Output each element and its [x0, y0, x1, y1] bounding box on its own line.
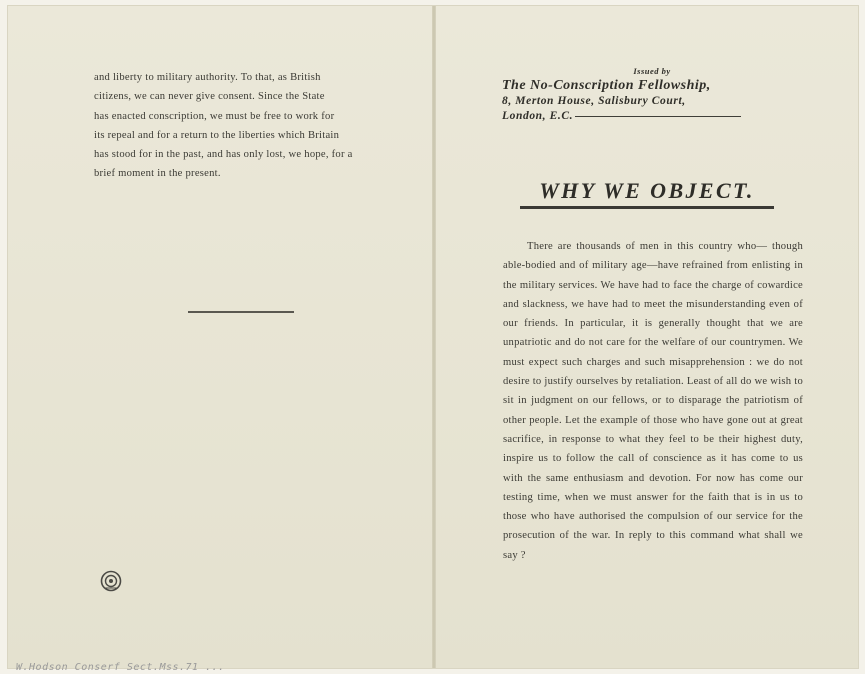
left-line-2: citizens, we can never give consent. Since the State — [94, 91, 325, 103]
title-block — [520, 178, 774, 209]
left-page — [8, 6, 432, 668]
left-line-6: brief moment in the present. — [94, 168, 221, 180]
section-divider — [188, 311, 294, 313]
address-line-2: London, E.C. — [502, 110, 574, 122]
title-underline — [520, 206, 774, 209]
left-page-text — [94, 68, 394, 184]
right-page — [436, 6, 858, 668]
left-line-5: has stood for in the past, and has only lost, we hope, for a — [94, 149, 353, 161]
address-line-1: 8, Merton House, Salisbury Court, — [502, 95, 686, 107]
handwritten-archive-note: W.Hodson Conserf Sect.Mss.71 ... — [16, 662, 225, 673]
left-line-4: its repeal and for a return to the liberties which Britain — [94, 129, 340, 141]
left-line-1: and liberty to military authority. To that, as British — [94, 72, 321, 83]
right-page-text — [503, 237, 803, 565]
organisation-name: The No-Conscription Fellowship, — [502, 78, 711, 93]
address-rule — [575, 116, 741, 117]
library-stamp-icon — [100, 570, 122, 592]
issued-by-label: Issued by — [633, 66, 671, 76]
address-line-2-row — [502, 109, 802, 124]
publisher-block — [502, 66, 802, 124]
left-line-3: has enacted conscription, we must be free to work for — [94, 110, 335, 122]
document-spread — [8, 6, 858, 673]
body-paragraph: There are thousands of men in this country who— though able-bodied and of military age—have refrained from enlisting in the military services. We have had to face the charge of cowardice and slackness, we have had to meet the misunderstanding even of our friends. In particular, it is generally thought that we are unpatriotic and do not care for the welfare of our countrymen. We must expect such charges and such misapprehension : we do not desire to justify ourselves by retaliation. Least of all do we wish to sit in judgment on our fellows, or to disparage the patriotism of other people. Let the example of those who have gone out at great sacrifice, in response to what they feel to be their highest duty, inspire us to follow the call of conscience as it has come to us with the same enthusiasm and devotion. For now has come our testing time, when we must answer for the faith that is in us to those who have authorised the compulsion of our service for the prosecution of the war. In reply to this command what shall we say ? — [503, 241, 803, 561]
page-title: WHY WE OBJECT. — [539, 178, 755, 203]
